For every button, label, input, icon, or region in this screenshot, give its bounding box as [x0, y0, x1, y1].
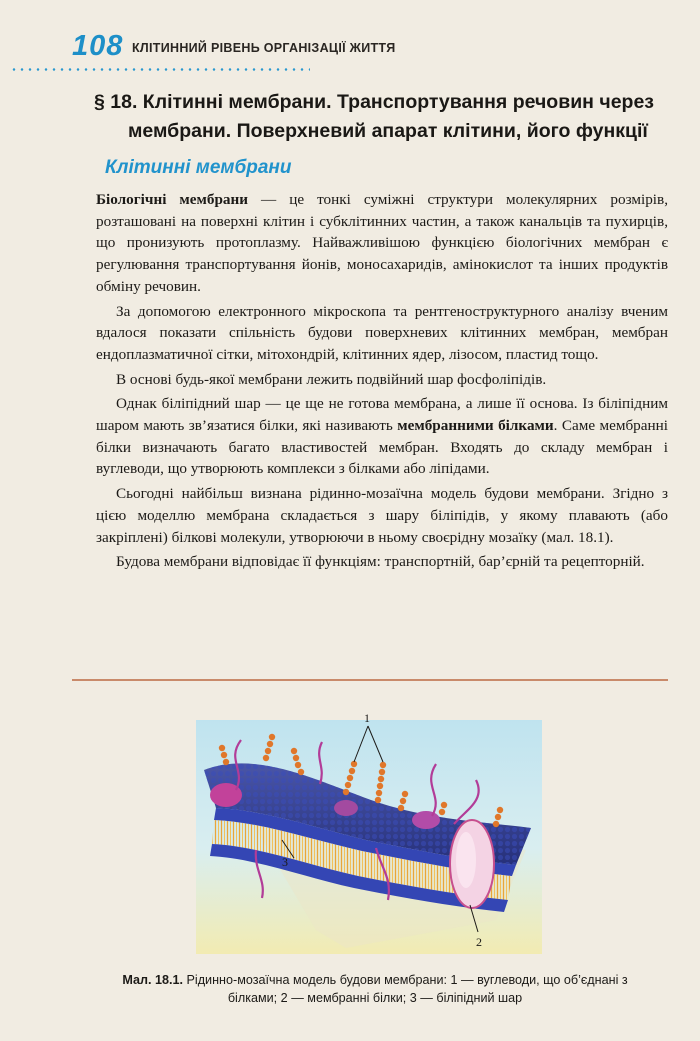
- page-number: 108: [72, 30, 124, 62]
- header-dotted-rule: [10, 68, 310, 71]
- caption-label: Мал. 18.1.: [122, 973, 183, 987]
- paragraph-4-end: . Саме мембранні білки визначають багато властивостей мембран. Входять до складу мембран і вуглеводи, що утворюють комплекси з білками або ліпідами.: [96, 417, 668, 478]
- paragraph-5: Сьогодні найбільш визнана рідинно-мозаїчна модель будови мембрани. Згідно з цією моделлю мембрана складається з шару біліпідів, у якому плавають (або закріплені) білкові молекули, утворюючи в ньому своєрідну мозаїку (мал. 18.1).: [96, 485, 668, 546]
- body-text: [96, 189, 668, 576]
- paragraph-4-start: Однак біліпідний шар — це ще не готова мембрана, а лише її основа. Із біліпідним шаром мають зв’язатися білки, які називають: [96, 395, 668, 435]
- caption-text: Рідинно-мозаїчна модель будови мембрани: 1 — вуглеводи, що об’єднані з білками; 2 — мембранні білки; 3 — біліпідний шар: [183, 973, 628, 1005]
- figure-label-3: 3: [282, 855, 288, 869]
- term-biological-membranes: Біологічні мембрани: [96, 191, 248, 208]
- running-title: КЛІТИННИЙ РІВЕНЬ ОРГАНІЗАЦІЇ ЖИТТЯ: [132, 41, 396, 55]
- section-title-line-2: мембрани. Поверхневий апарат клітини, його функції: [128, 120, 648, 142]
- membrane-figure: [196, 700, 542, 964]
- section-title-line-1: § 18. Клітинні мембрани. Транспортування речовин через: [94, 91, 654, 113]
- figure-label-2: 2: [476, 935, 482, 949]
- figure-label-1: 1: [364, 711, 370, 725]
- figure-caption: [110, 971, 640, 1007]
- section-title: [94, 88, 674, 146]
- subheading: Клітинні мембрани: [105, 157, 292, 178]
- paragraph-2: За допомогою електронного мікроскопа та рентгеноструктурного аналізу вченим вдалося показати спільність будови поверхневих клітинних мембран, мембран ендоплазматичної сітки, мітохондрій, клітинних ядер, лізосом, пластид тощо.: [96, 302, 668, 363]
- paragraph-4: [96, 393, 668, 480]
- paragraph-1: [96, 189, 668, 298]
- paragraph-1-text: — це тонкі суміжні структури молекулярних розмірів, розташовані на поверхні клітин і субклітинних частин, а також канальців та пухирців, що пронизують протоплазму. Найважливішою функцією біологічних мембран є регулювання транспортування йонів, моносахаридів, амінокислот та інших продуктів обміну речовин.: [96, 191, 668, 295]
- term-membrane-proteins: мембранними білками: [397, 417, 554, 435]
- paragraph-6: Будова мембрани відповідає її функціям: транспортній, бар’єрній та рецепторній.: [116, 553, 645, 571]
- membrane-illustration: [196, 700, 542, 964]
- section-divider: [72, 679, 668, 681]
- paragraph-3: В основі будь-якої мембрани лежить подвійний шар фосфоліпідів.: [116, 370, 547, 388]
